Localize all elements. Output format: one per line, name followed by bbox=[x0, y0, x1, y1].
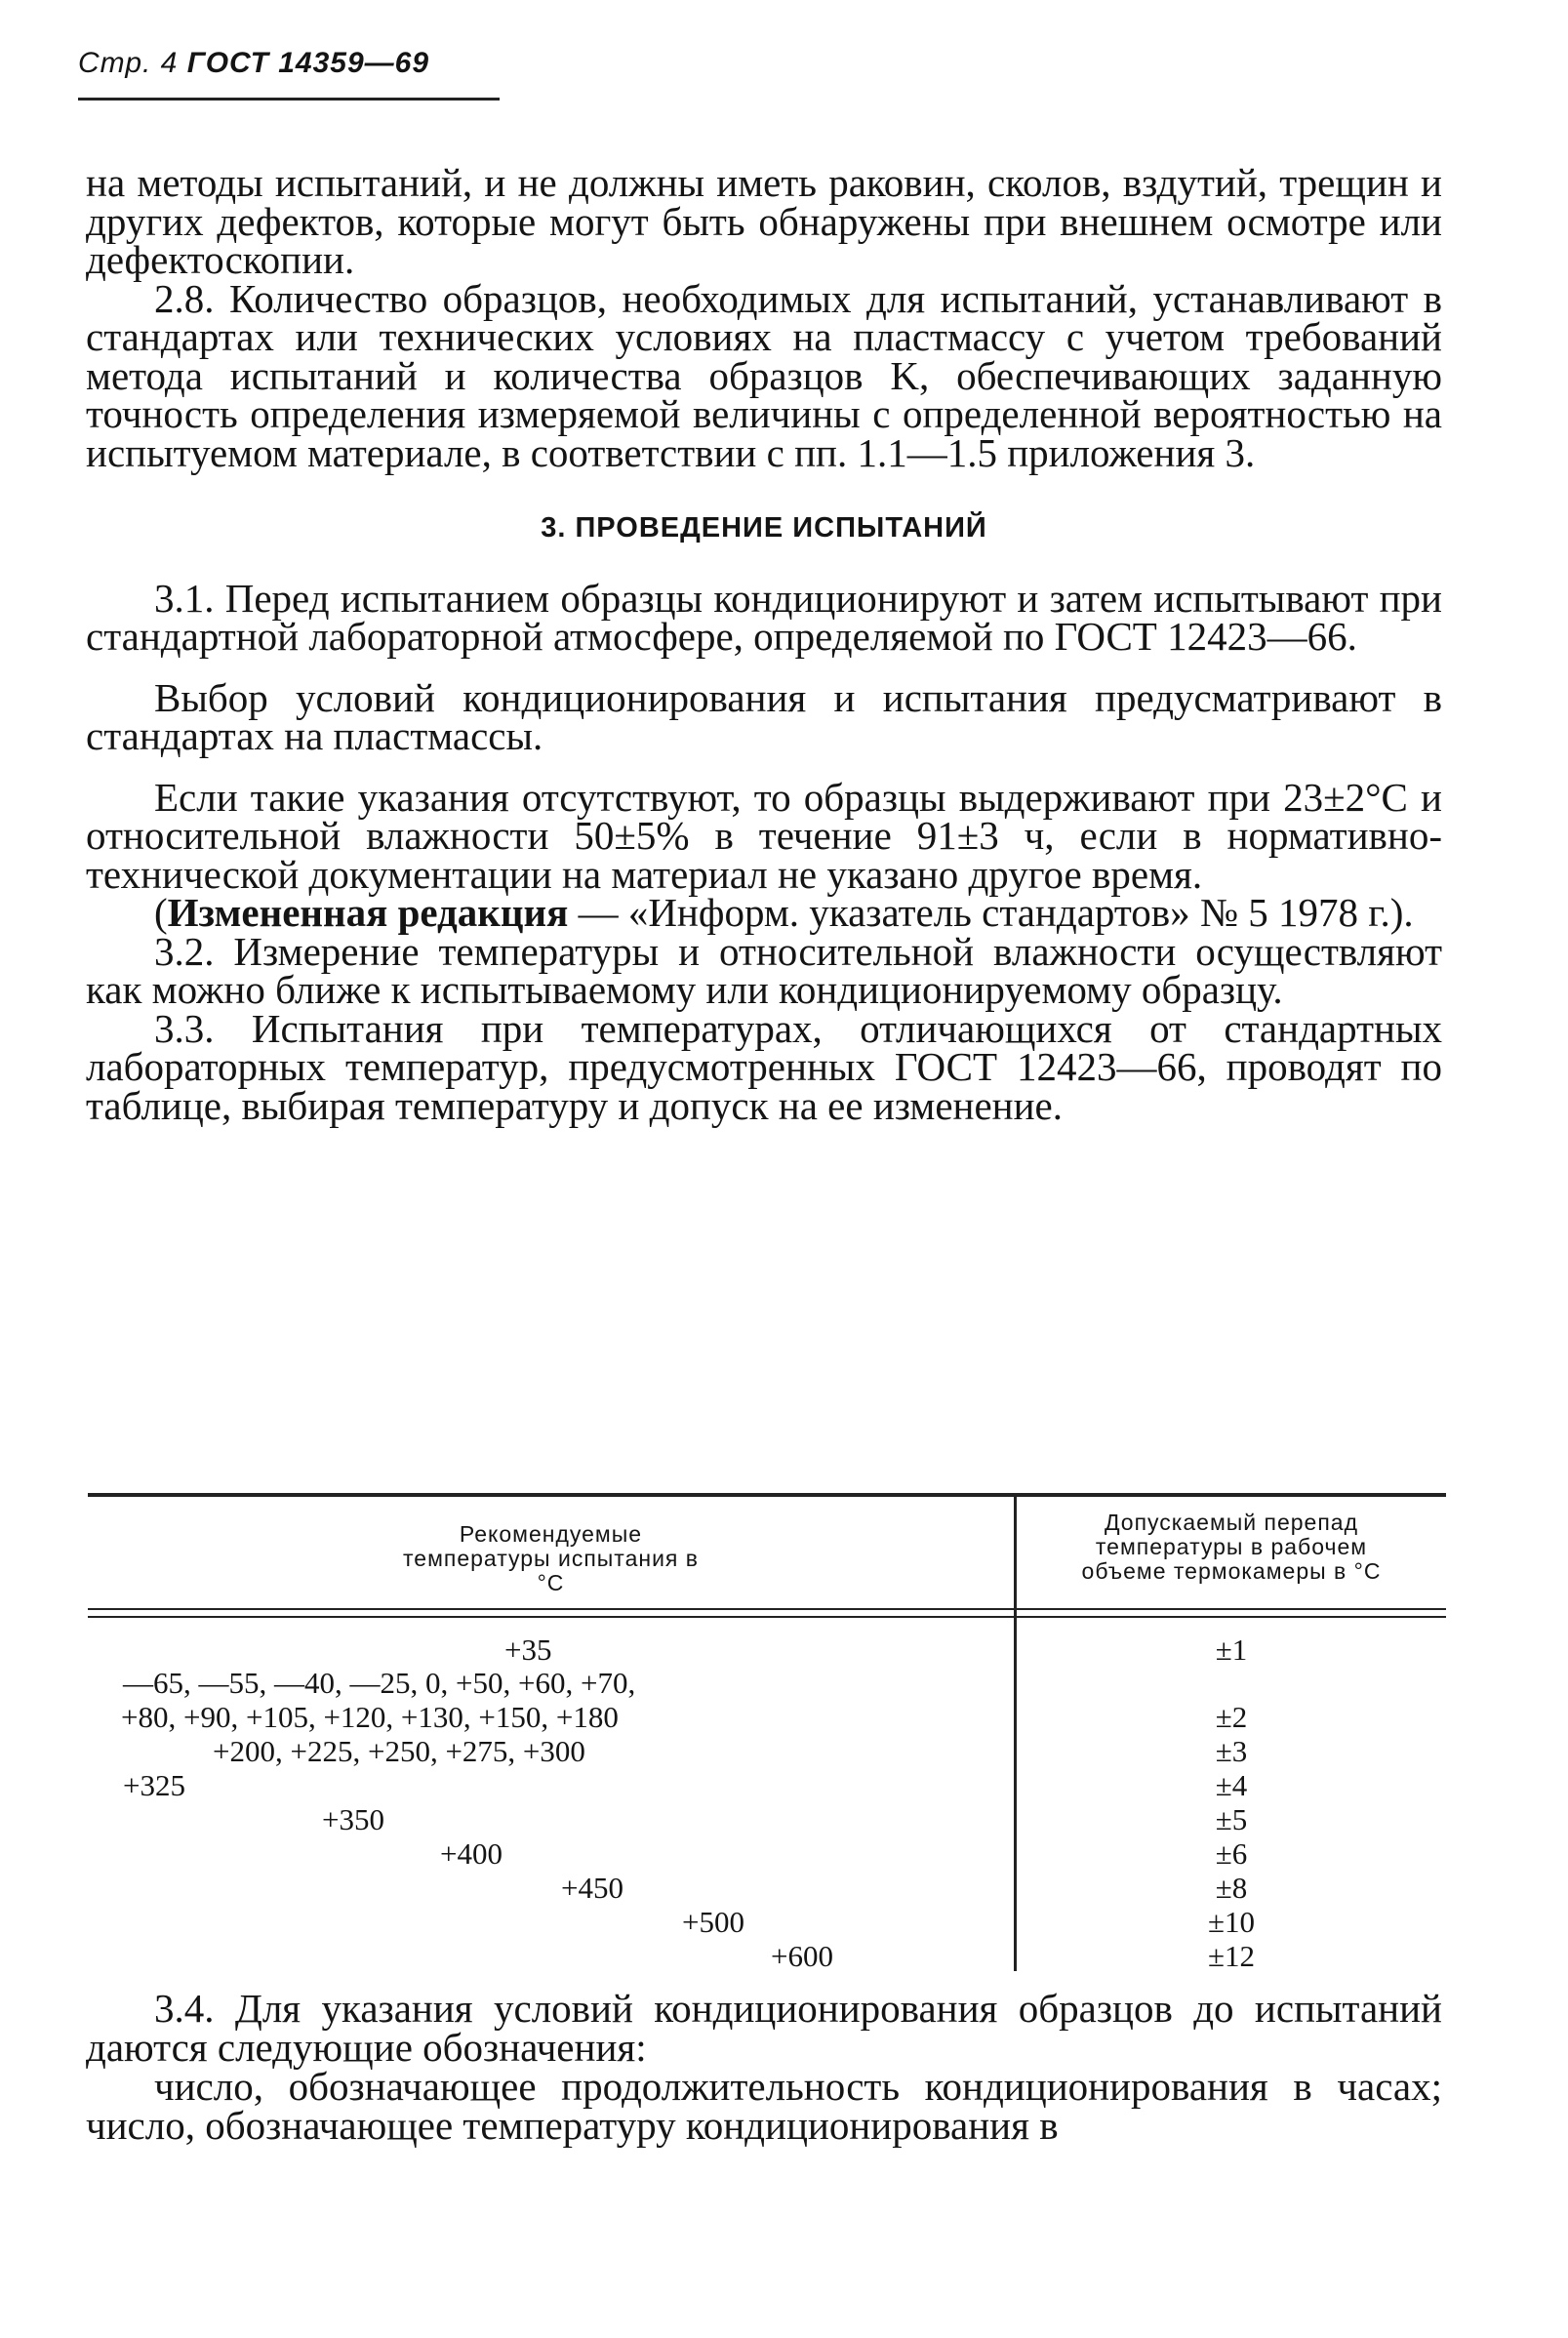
paragraph-2-8: 2.8. Количество образцов, необходимых для испытаний, устанавливают в стандартах или технических условиях на пластмассу с учетом требований метода испытаний и количества образцов K, обеспечивающих заданную точность определения измеряемой величины с определенной вероятностью на испытуемом материале, в соответствии с пп. 1.1—1.5 приложения 3. bbox=[86, 275, 1442, 475]
table-cell: +500 bbox=[682, 1905, 744, 1939]
table-cell: ±3 bbox=[1215, 1734, 1248, 1768]
table-cell: +325 bbox=[123, 1768, 185, 1802]
table-cell: +35 bbox=[504, 1633, 552, 1667]
page-header bbox=[78, 47, 429, 80]
table-cell: ±8 bbox=[1215, 1871, 1248, 1905]
amendment-bold: Измененная редакция bbox=[167, 890, 569, 935]
paragraph: Выбор условий кондиционирования и испытания предусматривают в стандартах на пластмассы. bbox=[86, 674, 1442, 758]
paragraph-3-4: 3.4. Для указания условий кондиционирования образцов до испытаний даются следующие обозначения: bbox=[86, 1986, 1442, 2070]
table-cell: +350 bbox=[322, 1802, 384, 1836]
temperature-table bbox=[88, 1493, 1446, 1971]
table-header-right: Допускаемый перепад температуры в рабочем объеме термокамеры в °С bbox=[1081, 1510, 1382, 1584]
table-cell: ±2 bbox=[1215, 1700, 1248, 1734]
paragraph-amendment: (Измененная редакция — «Информ. указатель стандартов» № 5 1978 г.). bbox=[154, 890, 1414, 935]
section-title: 3. ПРОВЕДЕНИЕ ИСПЫТАНИЙ bbox=[541, 512, 987, 544]
table-cell: +600 bbox=[771, 1939, 833, 1973]
paragraph: Если такие указания отсутствуют, то образцы выдерживают при 23±2°С и относительной влажности 50±5% в течение 91±3 ч, если в нормативно-технической документации на материал не указано другое время. bbox=[86, 774, 1442, 897]
table-cell: +200, +225, +250, +275, +300 bbox=[213, 1734, 585, 1768]
paragraph-3-3: 3.3. Испытания при температурах, отличающихся от стандартных лабораторных температур, предусмотренных ГОСТ 12423—66, проводят по таблице, выбирая температуру и допуск на ее изменение. bbox=[86, 1005, 1442, 1128]
paragraph-3-2: 3.2. Измерение температуры и относительной влажности осуществляют как можно ближе к испытываемому или кондиционируемому образцу. bbox=[86, 928, 1442, 1012]
table-cell: ±10 bbox=[1207, 1905, 1255, 1939]
table-cell: ±1 bbox=[1215, 1633, 1248, 1667]
table-cell: ±12 bbox=[1207, 1939, 1255, 1973]
table-cell: ±4 bbox=[1215, 1768, 1248, 1802]
table-cell: +450 bbox=[561, 1871, 623, 1905]
main-text bbox=[86, 160, 1442, 1128]
table-cell: ±5 bbox=[1215, 1802, 1248, 1836]
header-rule bbox=[78, 98, 500, 101]
table-cell: +80, +90, +105, +120, +130, +150, +180 bbox=[121, 1700, 619, 1734]
standard-number: ГОСТ 14359—69 bbox=[186, 47, 430, 79]
paragraph: число, обозначающее продолжительность кондиционирования в часах; число, обозначающее температуру кондиционирования в bbox=[86, 2064, 1442, 2148]
table-header-left: Рекомендуемые температуры испытания в °С bbox=[403, 1521, 699, 1595]
paragraph: на методы испытаний, и не должны иметь раковин, сколов, вздутий, трещин и других дефектов, которые могут быть обнаружены при внешнем осмотре или дефектоскопии. bbox=[86, 160, 1442, 282]
main-text-continued bbox=[86, 1986, 1442, 2148]
table-cell: —65, —55, —40, —25, 0, +50, +60, +70, bbox=[123, 1666, 636, 1700]
table-cell: +400 bbox=[440, 1836, 503, 1871]
page-number: Стр. 4 bbox=[78, 47, 179, 79]
paragraph-3-1: 3.1. Перед испытанием образцы кондиционируют и затем испытывают при стандартной лабораторной атмосфере, определяемой по ГОСТ 12423—66. bbox=[86, 575, 1442, 659]
table-cell: ±6 bbox=[1215, 1836, 1248, 1871]
